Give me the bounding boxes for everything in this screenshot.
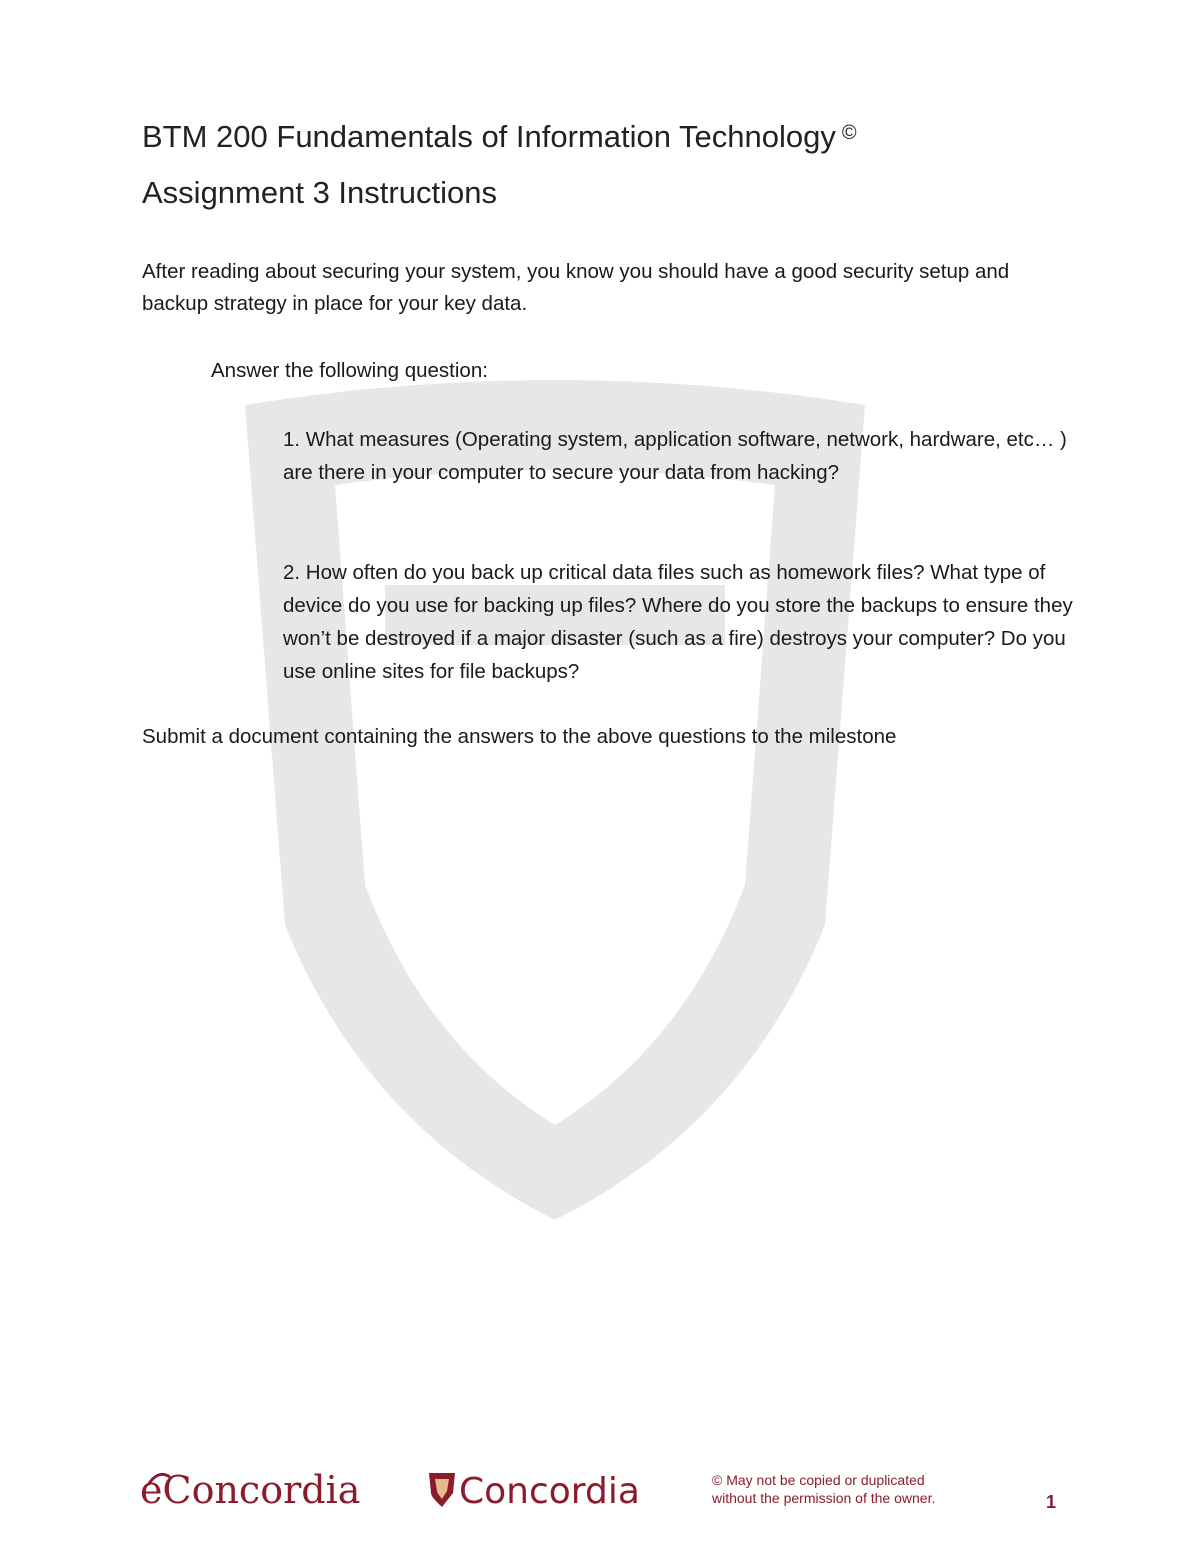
submit-instruction: Submit a document containing the answers to the above questions to the milestone <box>142 725 897 748</box>
econcordia-logo <box>140 1463 380 1513</box>
question-1: 1. What measures (Operating system, application software, network, hardware, etc… ) are there in your computer to secure your data from hacking? <box>283 428 1067 484</box>
notice-line-1: © May not be copied or duplicated <box>712 1472 925 1488</box>
page-number: 1 <box>1046 1492 1057 1512</box>
copyright-mark: © <box>841 122 857 144</box>
document-title <box>142 113 857 157</box>
question-2: 2. How often do you back up critical data files such as homework files? What type of device do you use for backing up files? Where do you store the backups to ensure they won’t be destroyed if a major disaster (such as a fire) destroys your computer? Do you use online sites for file backups? <box>283 561 1073 683</box>
title-text: BTM 200 Fundamentals of Information Technology <box>142 119 836 154</box>
document-subtitle: Assignment 3 Instructions <box>142 175 497 210</box>
intro-paragraph: After reading about securing your system, you know you should have a good security setup and backup strategy in place for your key data. <box>142 260 1010 315</box>
notice-line-2: without the permission of the owner. <box>712 1490 936 1506</box>
copyright-notice <box>712 1471 935 1507</box>
concordia-logo <box>425 1463 665 1513</box>
question-prompt: Answer the following question: <box>211 359 488 382</box>
econcordia-logo-text: eConcordia <box>140 1468 361 1512</box>
concordia-logo-text: Concordia <box>459 1471 640 1512</box>
